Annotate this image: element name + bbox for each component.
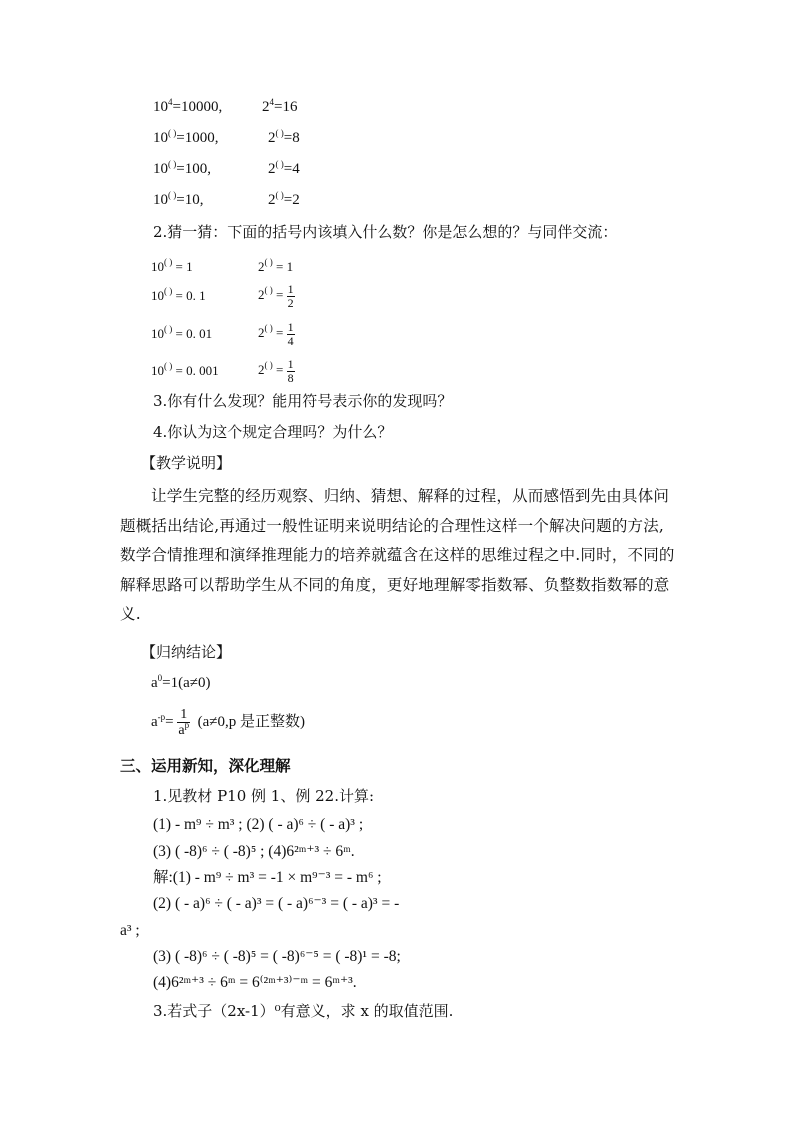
guess-row-4-left: 10( ) = 0. 001 <box>151 361 219 378</box>
rule-negative-exponent: $a^{-p}=$ $\frac{1}{a^p}$ (a≠0,p 是正整数) <box>151 707 305 739</box>
powers-row-2: 10( )=1000, <box>153 128 219 146</box>
question-range: 3.若式子（2x-1）⁰有意义，求 x 的取值范围. <box>153 1002 454 1020</box>
section-3-title: 三、运用新知，深化理解 <box>120 756 291 775</box>
solution-line-1: 解:(1) - m⁹ ÷ m³ = -1 × m⁹⁻³ = - m⁶ ; <box>153 869 382 886</box>
guess-row-3-left: 10( ) = 0. 01 <box>151 324 213 341</box>
exercise-line-1: (1) - m⁹ ÷ m³ ; (2) ( - a)⁶ ÷ ( - a)³ ; <box>153 816 364 833</box>
guess-row-2-left: 10( ) = 0. 1 <box>151 286 206 303</box>
guess-row-4-right: 2( ) = $\frac{1}{8}$ <box>258 356 294 385</box>
powers-row-1-right: $2^4=16$ <box>262 97 298 115</box>
fraction-one-eighth: $\frac{1}{8}$ <box>287 356 294 385</box>
solution-line-2: (2) ( - a)⁶ ÷ ( - a)³ = ( - a)⁶⁻³ = ( - a)³ = - <box>153 895 400 912</box>
example-intro: 1.见教材 P10 例 1、例 22.计算: <box>153 787 375 805</box>
powers-row-3-right: 2( )=4 <box>268 159 300 177</box>
powers-row-3: 10( )=100, <box>153 159 211 177</box>
guess-row-2-right: 2( ) = $\frac{1}{2}$ <box>258 281 294 310</box>
teaching-text: 让学生完整的经历观察、归纳、猜想、解释的过程，从而感悟到先由具体问题概括出结论,再通过一般性证明来说明结论的合理性这样一个解决问题的方法,数学合情推理和演绎推理能力的培养就蕴含在这样的思维过程之中.同时，不同的解释思路可以帮助学生从不同的角度，更好地理解零指数幂、负整数指数幂的意义. <box>120 487 675 623</box>
powers-row-2-right: 2( )=8 <box>268 128 300 146</box>
powers-row-1: $10^4=10000$, <box>153 97 223 115</box>
question-4: 4.你认为这个规定合理吗？为什么？ <box>153 423 393 441</box>
solution-line-4: (4)6²ᵐ⁺³ ÷ 6ᵐ = 6⁽²ᵐ⁺³⁾⁻ᵐ = 6ᵐ⁺³. <box>153 974 357 991</box>
guess-row-1-right: 2( ) = 1 <box>258 257 294 274</box>
guess-row-3-right: 2( ) = $\frac{1}{4}$ <box>258 319 294 348</box>
teaching-heading: 【教学说明】 <box>141 454 232 472</box>
question-2: 2.猜一猜：下面的括号内该填入什么数？你是怎么想的？与同伴交流： <box>153 223 618 241</box>
powers-row-4: 10( )=10, <box>153 190 204 208</box>
rule-zero-exponent: $a^0=1(a\ne 0)$ <box>151 673 211 691</box>
fraction-one-half: $\frac{1}{2}$ <box>287 281 294 310</box>
fraction-one-quarter: $\frac{1}{4}$ <box>287 319 294 348</box>
guess-row-1-left: 10( ) = 1 <box>151 257 193 274</box>
powers-row-4-right: 2( )=2 <box>268 190 300 208</box>
conclusion-heading: 【归纳结论】 <box>141 643 232 661</box>
rule-fraction: $\frac{1}{a^p}$ <box>178 707 190 739</box>
solution-line-2-cont: a³ ; <box>120 922 140 939</box>
solution-line-3: (3) ( -8)⁶ ÷ ( -8)⁵ = ( -8)⁶⁻⁵ = ( -8)¹ = -8; <box>153 948 401 965</box>
exercise-line-2: (3) ( -8)⁶ ÷ ( -8)⁵ ; (4)6²ᵐ⁺³ ÷ 6ᵐ. <box>153 843 355 860</box>
question-3: 3.你有什么发现？能用符号表示你的发现吗？ <box>153 392 453 410</box>
